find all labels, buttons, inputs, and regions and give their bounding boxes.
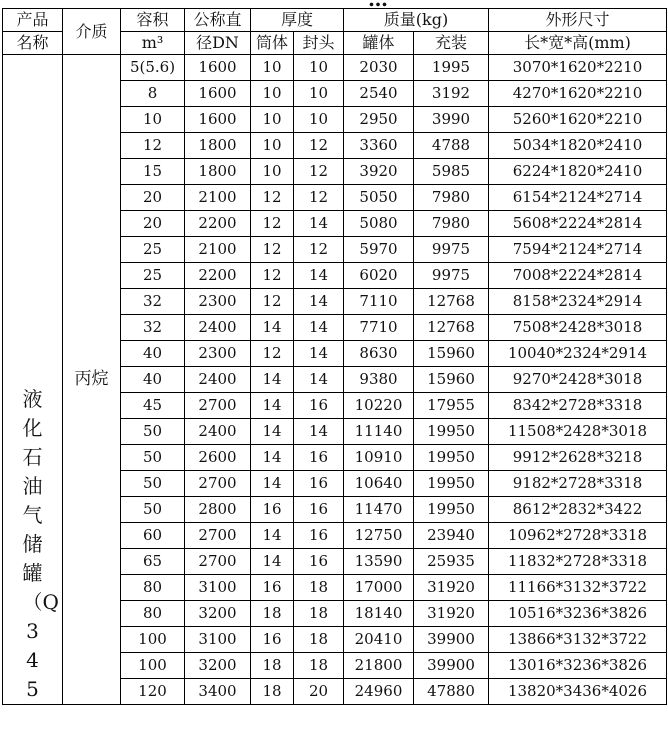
table-row xyxy=(3,55,667,81)
cell-volume: 65 xyxy=(121,549,185,575)
cell-thickness-head: 12 xyxy=(294,185,344,211)
cell-thickness-head: 16 xyxy=(294,393,344,419)
cell-thickness-head: 14 xyxy=(294,289,344,315)
product-name: 液化石油气储罐（Q345 xyxy=(22,387,59,701)
cell-mass-tank: 2540 xyxy=(344,81,414,107)
cell-mass-filled: 12768 xyxy=(414,315,489,341)
cell-nominal-diameter: 2400 xyxy=(185,419,251,445)
cell-mass-tank: 5050 xyxy=(344,185,414,211)
cell-dimensions: 10962*2728*3318 xyxy=(489,523,667,549)
cell-dimensions: 11166*3132*3722 xyxy=(489,575,667,601)
cell-nominal-diameter: 1600 xyxy=(185,107,251,133)
cell-mass-tank: 2030 xyxy=(344,55,414,81)
cell-nominal-diameter: 1800 xyxy=(185,159,251,185)
header-nominal-diameter-1: 公称直 xyxy=(185,9,251,32)
cell-volume: 5(5.6) xyxy=(121,55,185,81)
cell-dimensions: 11508*2428*3018 xyxy=(489,419,667,445)
cell-thickness-shell: 14 xyxy=(251,315,294,341)
cell-mass-tank: 5080 xyxy=(344,211,414,237)
cell-dimensions: 5260*1620*2210 xyxy=(489,107,667,133)
cell-mass-tank: 24960 xyxy=(344,679,414,705)
cell-volume: 80 xyxy=(121,601,185,627)
cell-thickness-shell: 10 xyxy=(251,159,294,185)
cell-mass-tank: 11470 xyxy=(344,497,414,523)
cell-nominal-diameter: 2300 xyxy=(185,341,251,367)
cell-thickness-shell: 10 xyxy=(251,133,294,159)
spec-table xyxy=(2,8,667,705)
cell-thickness-shell: 10 xyxy=(251,107,294,133)
cell-thickness-head: 16 xyxy=(294,497,344,523)
cell-thickness-head: 12 xyxy=(294,237,344,263)
cell-mass-tank: 20410 xyxy=(344,627,414,653)
cell-dimensions: 5034*1820*2410 xyxy=(489,133,667,159)
cell-mass-filled: 3990 xyxy=(414,107,489,133)
cell-dimensions: 8612*2832*3422 xyxy=(489,497,667,523)
cell-nominal-diameter: 1800 xyxy=(185,133,251,159)
cell-thickness-head: 14 xyxy=(294,263,344,289)
cell-mass-filled: 7980 xyxy=(414,211,489,237)
cell-nominal-diameter: 2300 xyxy=(185,289,251,315)
cell-thickness-shell: 14 xyxy=(251,549,294,575)
cell-nominal-diameter: 2600 xyxy=(185,445,251,471)
cell-volume: 25 xyxy=(121,263,185,289)
cell-volume: 40 xyxy=(121,341,185,367)
cell-thickness-head: 18 xyxy=(294,601,344,627)
cell-nominal-diameter: 2700 xyxy=(185,549,251,575)
cell-thickness-shell: 16 xyxy=(251,627,294,653)
cell-mass-filled: 31920 xyxy=(414,575,489,601)
cell-dimensions: 7508*2428*3018 xyxy=(489,315,667,341)
cell-mass-filled: 31920 xyxy=(414,601,489,627)
cell-mass-tank: 12750 xyxy=(344,523,414,549)
cell-mass-tank: 7710 xyxy=(344,315,414,341)
cell-thickness-shell: 16 xyxy=(251,575,294,601)
cell-thickness-shell: 12 xyxy=(251,263,294,289)
cell-mass-tank: 18140 xyxy=(344,601,414,627)
cell-volume: 60 xyxy=(121,523,185,549)
header-nominal-diameter-2: 径DN xyxy=(185,32,251,55)
cell-thickness-head: 14 xyxy=(294,211,344,237)
cell-thickness-head: 18 xyxy=(294,575,344,601)
cell-mass-tank: 11140 xyxy=(344,419,414,445)
cell-mass-tank: 3920 xyxy=(344,159,414,185)
cell-mass-filled: 7980 xyxy=(414,185,489,211)
cell-mass-filled: 47880 xyxy=(414,679,489,705)
cell-mass-filled: 19950 xyxy=(414,419,489,445)
medium-cell: 丙烷 xyxy=(63,55,121,705)
header-medium: 介质 xyxy=(63,9,121,55)
cell-dimensions: 8342*2728*3318 xyxy=(489,393,667,419)
cell-volume: 15 xyxy=(121,159,185,185)
cell-thickness-shell: 18 xyxy=(251,601,294,627)
cell-thickness-head: 16 xyxy=(294,471,344,497)
cell-thickness-head: 10 xyxy=(294,81,344,107)
cell-volume: 40 xyxy=(121,367,185,393)
cell-mass-tank: 9380 xyxy=(344,367,414,393)
cell-mass-tank: 10220 xyxy=(344,393,414,419)
cell-thickness-shell: 14 xyxy=(251,419,294,445)
cell-thickness-shell: 12 xyxy=(251,237,294,263)
cell-thickness-head: 14 xyxy=(294,367,344,393)
cell-volume: 50 xyxy=(121,419,185,445)
product-name-cell xyxy=(3,55,63,705)
cell-thickness-shell: 18 xyxy=(251,679,294,705)
cell-volume: 50 xyxy=(121,497,185,523)
cell-thickness-head: 10 xyxy=(294,107,344,133)
cell-thickness-shell: 14 xyxy=(251,367,294,393)
cell-dimensions: 4270*1620*2210 xyxy=(489,81,667,107)
cell-mass-filled: 25935 xyxy=(414,549,489,575)
cell-mass-filled: 39900 xyxy=(414,653,489,679)
cell-dimensions: 7008*2224*2814 xyxy=(489,263,667,289)
cell-mass-tank: 13590 xyxy=(344,549,414,575)
cell-nominal-diameter: 2100 xyxy=(185,237,251,263)
cell-thickness-shell: 12 xyxy=(251,289,294,315)
cell-thickness-shell: 12 xyxy=(251,211,294,237)
cell-mass-tank: 7110 xyxy=(344,289,414,315)
cell-nominal-diameter: 2800 xyxy=(185,497,251,523)
cell-mass-filled: 1995 xyxy=(414,55,489,81)
cell-thickness-head: 12 xyxy=(294,133,344,159)
cell-dimensions: 13016*3236*3826 xyxy=(489,653,667,679)
cell-volume: 25 xyxy=(121,237,185,263)
cell-mass-filled: 15960 xyxy=(414,341,489,367)
cell-nominal-diameter: 3100 xyxy=(185,575,251,601)
cell-mass-filled: 9975 xyxy=(414,263,489,289)
cell-thickness-head: 14 xyxy=(294,315,344,341)
cell-volume: 120 xyxy=(121,679,185,705)
cell-mass-tank: 10910 xyxy=(344,445,414,471)
cell-mass-tank: 5970 xyxy=(344,237,414,263)
cell-volume: 100 xyxy=(121,653,185,679)
cell-volume: 12 xyxy=(121,133,185,159)
cell-volume: 32 xyxy=(121,315,185,341)
cell-dimensions: 10516*3236*3826 xyxy=(489,601,667,627)
cell-dimensions: 9182*2728*3318 xyxy=(489,471,667,497)
cell-nominal-diameter: 3100 xyxy=(185,627,251,653)
cell-thickness-head: 16 xyxy=(294,523,344,549)
cell-dimensions: 9912*2628*3218 xyxy=(489,445,667,471)
cell-thickness-shell: 12 xyxy=(251,341,294,367)
cell-nominal-diameter: 2400 xyxy=(185,315,251,341)
cell-volume: 100 xyxy=(121,627,185,653)
cell-nominal-diameter: 2200 xyxy=(185,263,251,289)
cell-mass-filled: 19950 xyxy=(414,445,489,471)
cell-nominal-diameter: 3200 xyxy=(185,601,251,627)
cell-nominal-diameter: 2700 xyxy=(185,523,251,549)
cell-thickness-shell: 14 xyxy=(251,523,294,549)
cell-nominal-diameter: 1600 xyxy=(185,55,251,81)
cell-mass-tank: 3360 xyxy=(344,133,414,159)
cell-thickness-head: 16 xyxy=(294,445,344,471)
header-thickness-shell: 筒体 xyxy=(251,32,294,55)
cell-thickness-shell: 10 xyxy=(251,81,294,107)
cell-thickness-shell: 14 xyxy=(251,445,294,471)
cell-dimensions: 8158*2324*2914 xyxy=(489,289,667,315)
cell-volume: 10 xyxy=(121,107,185,133)
cell-dimensions: 13866*3132*3722 xyxy=(489,627,667,653)
cell-nominal-diameter: 2200 xyxy=(185,211,251,237)
header-product-name-1: 产品 xyxy=(3,9,63,32)
cell-mass-filled: 19950 xyxy=(414,497,489,523)
cell-thickness-shell: 18 xyxy=(251,653,294,679)
cell-mass-tank: 8630 xyxy=(344,341,414,367)
cell-thickness-head: 20 xyxy=(294,679,344,705)
cell-volume: 50 xyxy=(121,471,185,497)
cell-volume: 80 xyxy=(121,575,185,601)
cell-dimensions: 9270*2428*3018 xyxy=(489,367,667,393)
cell-nominal-diameter: 2700 xyxy=(185,393,251,419)
cell-dimensions: 3070*1620*2210 xyxy=(489,55,667,81)
cell-dimensions: 11832*2728*3318 xyxy=(489,549,667,575)
header-dimensions: 外形尺寸 xyxy=(489,9,667,32)
cell-mass-filled: 19950 xyxy=(414,471,489,497)
header-mass-filled: 充装 xyxy=(414,32,489,55)
cell-thickness-head: 18 xyxy=(294,653,344,679)
cell-mass-filled: 17955 xyxy=(414,393,489,419)
cell-thickness-shell: 10 xyxy=(251,55,294,81)
cell-volume: 45 xyxy=(121,393,185,419)
cell-dimensions: 5608*2224*2814 xyxy=(489,211,667,237)
cell-thickness-shell: 12 xyxy=(251,185,294,211)
cell-mass-filled: 5985 xyxy=(414,159,489,185)
cell-thickness-shell: 14 xyxy=(251,471,294,497)
cell-mass-filled: 3192 xyxy=(414,81,489,107)
cell-thickness-head: 14 xyxy=(294,419,344,445)
cell-nominal-diameter: 2700 xyxy=(185,471,251,497)
cell-nominal-diameter: 2400 xyxy=(185,367,251,393)
table-body xyxy=(3,55,667,705)
cell-volume: 32 xyxy=(121,289,185,315)
cell-thickness-shell: 14 xyxy=(251,393,294,419)
cell-dimensions: 6154*2124*2714 xyxy=(489,185,667,211)
cell-volume: 20 xyxy=(121,211,185,237)
cell-nominal-diameter: 3200 xyxy=(185,653,251,679)
cell-mass-filled: 23940 xyxy=(414,523,489,549)
cell-mass-filled: 9975 xyxy=(414,237,489,263)
cell-dimensions: 13820*3436*4026 xyxy=(489,679,667,705)
cell-mass-tank: 6020 xyxy=(344,263,414,289)
header-volume-unit: m³ xyxy=(121,32,185,55)
cell-dimensions: 6224*1820*2410 xyxy=(489,159,667,185)
cell-mass-filled: 15960 xyxy=(414,367,489,393)
header-volume: 容积 xyxy=(121,9,185,32)
cell-thickness-shell: 16 xyxy=(251,497,294,523)
cell-nominal-diameter: 1600 xyxy=(185,81,251,107)
cell-mass-tank: 10640 xyxy=(344,471,414,497)
cell-thickness-head: 16 xyxy=(294,549,344,575)
cell-mass-tank: 2950 xyxy=(344,107,414,133)
cell-volume: 8 xyxy=(121,81,185,107)
cell-mass-tank: 17000 xyxy=(344,575,414,601)
cell-mass-filled: 12768 xyxy=(414,289,489,315)
header-product-name-2: 名称 xyxy=(3,32,63,55)
cell-thickness-head: 14 xyxy=(294,341,344,367)
cell-dimensions: 7594*2124*2714 xyxy=(489,237,667,263)
cell-mass-filled: 39900 xyxy=(414,627,489,653)
cell-thickness-head: 18 xyxy=(294,627,344,653)
cell-nominal-diameter: 2100 xyxy=(185,185,251,211)
header-mass: 质量(kg) xyxy=(344,9,489,32)
cell-volume: 20 xyxy=(121,185,185,211)
header-thickness: 厚度 xyxy=(251,9,344,32)
cell-dimensions: 10040*2324*2914 xyxy=(489,341,667,367)
cell-mass-filled: 4788 xyxy=(414,133,489,159)
header-mass-tank: 罐体 xyxy=(344,32,414,55)
cell-mass-tank: 21800 xyxy=(344,653,414,679)
header-dimensions-sub: 长*宽*高(mm) xyxy=(489,32,667,55)
cell-volume: 50 xyxy=(121,445,185,471)
cell-nominal-diameter: 3400 xyxy=(185,679,251,705)
cell-thickness-head: 10 xyxy=(294,55,344,81)
cell-thickness-head: 12 xyxy=(294,159,344,185)
header-thickness-head: 封头 xyxy=(294,32,344,55)
